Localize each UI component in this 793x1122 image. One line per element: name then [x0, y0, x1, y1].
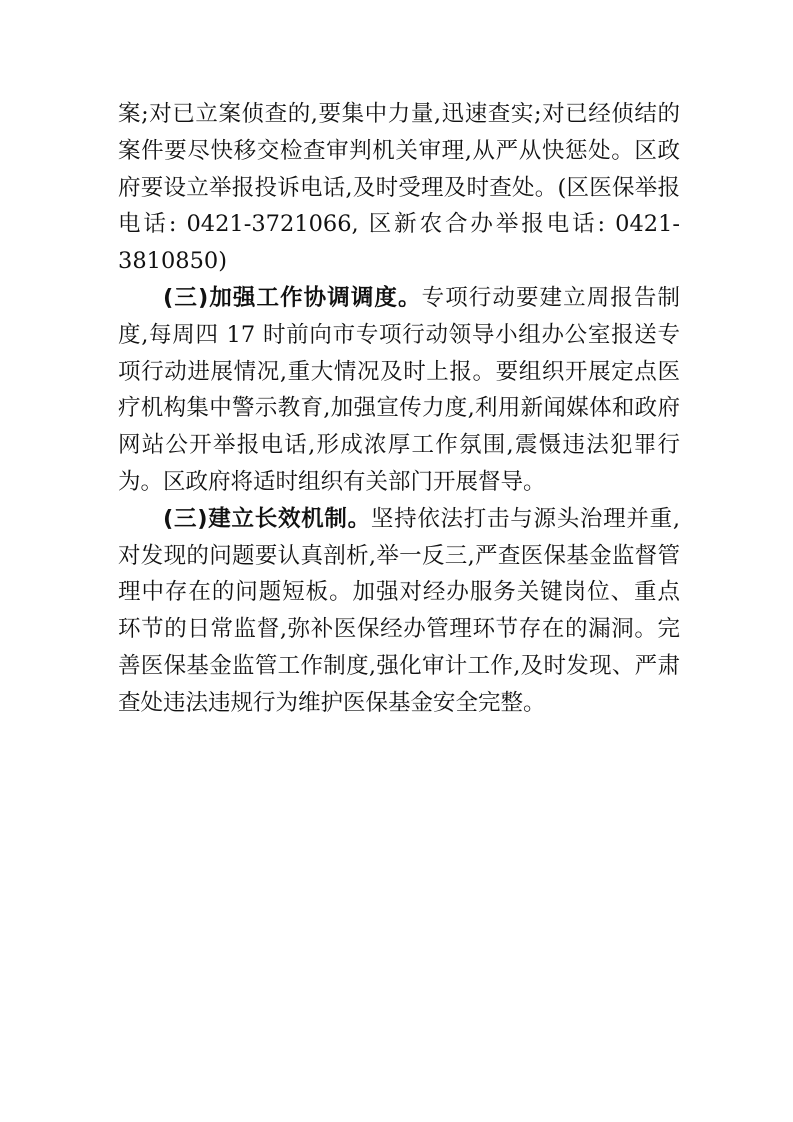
paragraph-coordination: [118, 280, 680, 501]
document-page: [118, 96, 680, 722]
section-heading-long-term-mechanism: (三)建立长效机制。: [163, 505, 371, 532]
paragraph-continuation: [118, 96, 680, 280]
paragraph-long-term-mechanism: [118, 501, 680, 722]
paragraph-text: 专项行动要建立周报告制度,每周四 17 时前向市专项行动领导小组办公室报送专项行动进展情况,重大情况及时上报。要组织开展定点医疗机构集中警示教育,加强宣传力度,利用新闻媒体和政府网站公开举报电话,形成浓厚工作氛围,震慑违法犯罪行为。区政府将适时组织有关部门开展督导。: [118, 284, 680, 495]
paragraph-text: 坚持依法打击与源头治理并重,对发现的问题要认真剖析,举一反三,严查医保基金监督管理中存在的问题短板。加强对经办服务关键岗位、重点环节的日常监督,弥补医保经办管理环节存在的漏洞。完善医保基金监管工作制度,强化审计工作,及时发现、严肃查处违法违规行为维护医保基金安全完整。: [118, 505, 680, 716]
section-heading-coordination: (三)加强工作协调调度。: [163, 284, 422, 311]
paragraph-text: 案;对已立案侦查的,要集中力量,迅速查实;对已经侦结的案件要尽快移交检查审判机关审理,从严从快惩处。区政府要设立举报投诉电话,及时受理及时查处。(区医保举报电话: 0421-3721066, 区新农合办举报电话: 0421-3810850): [118, 101, 680, 275]
